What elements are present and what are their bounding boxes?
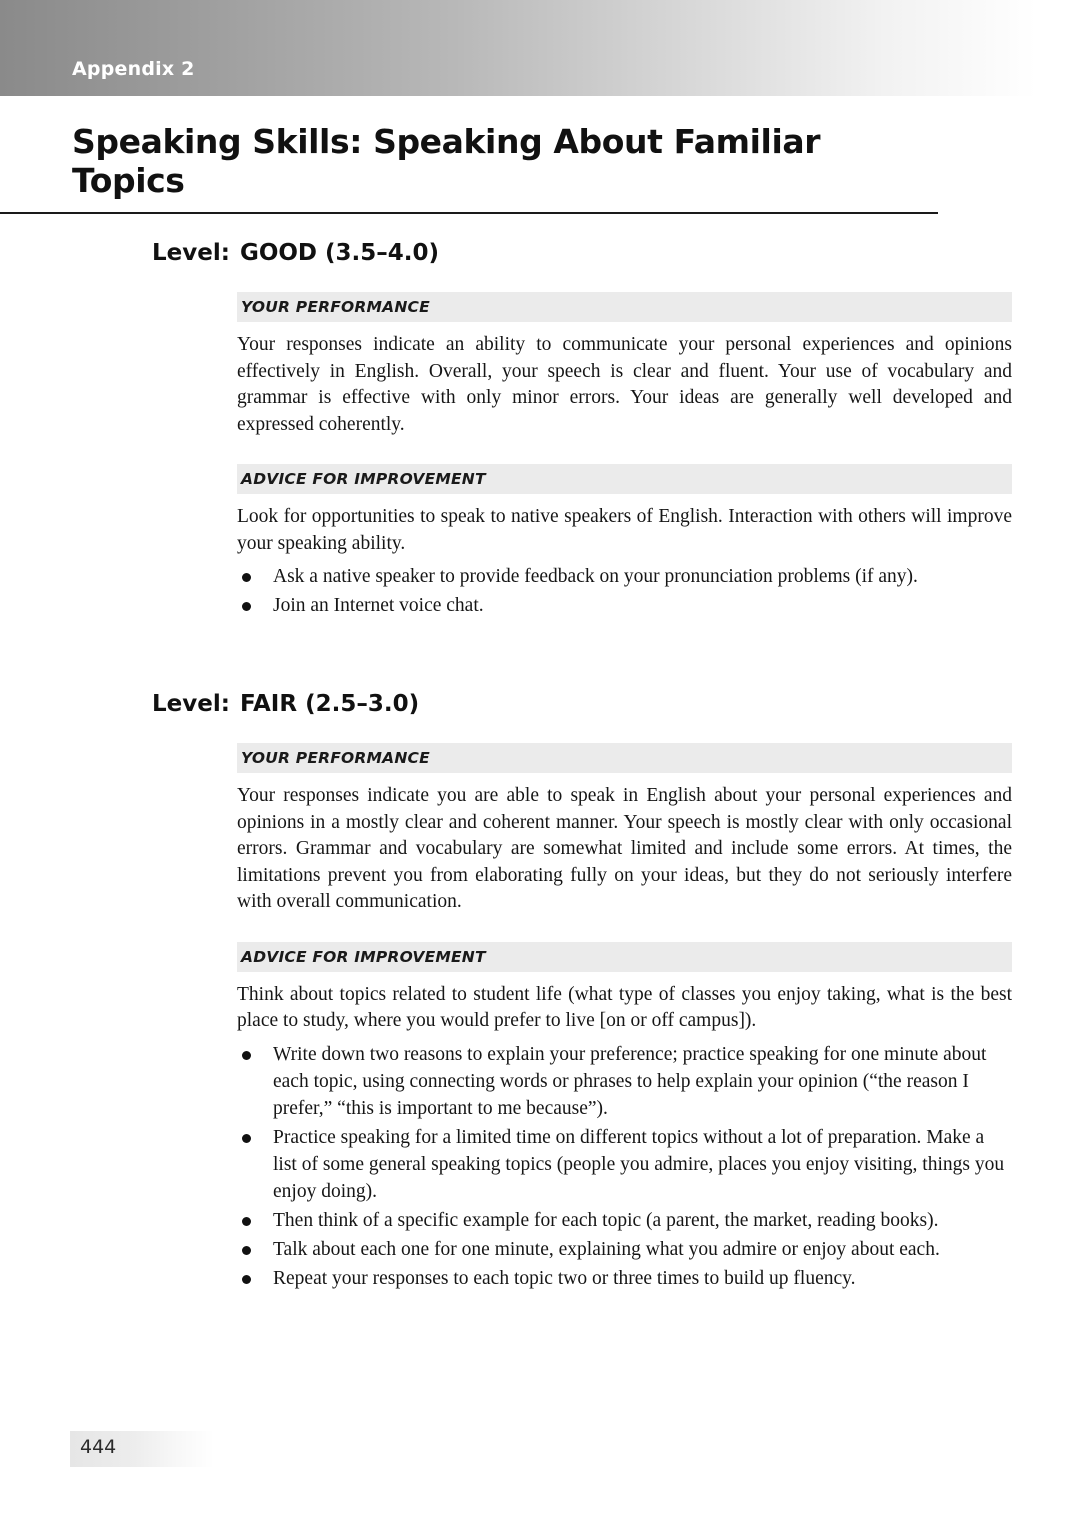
- advice-text-good: Look for opportunities to speak to native speakers of English. Interaction with others will improve your speaking ability.: [237, 506, 1012, 554]
- bullet-icon: [242, 1051, 251, 1060]
- advice-heading-good: ADVICE FOR IMPROVEMENT: [237, 464, 1012, 494]
- advice-text-fair: Think about topics related to student life (what type of classes you enjoy taking, what is the best place to study, where you would prefer to live [on or off campus]).: [237, 983, 1012, 1031]
- performance-heading-fair: YOUR PERFORMANCE: [237, 743, 1012, 773]
- list-item: [237, 1265, 1012, 1292]
- level-value-fair: FAIR (2.5–3.0): [239, 691, 420, 717]
- list-item: [237, 1236, 1012, 1263]
- level-heading-fair: [0, 691, 1080, 717]
- bullet-icon: [242, 573, 251, 582]
- page-content: [0, 96, 1080, 1294]
- level-heading-good: [0, 240, 1080, 266]
- performance-text-good: Your responses indicate an ability to communicate your personal experiences and opinions effectively in English. Overall, your speech is clear and fluent. Your use of vocabulary and grammar is effective with only minor errors. Your ideas are generally well developed and expressed coherently.: [237, 334, 1012, 435]
- level-word-label: Level:: [152, 240, 230, 266]
- level-word-label: Level:: [152, 691, 230, 717]
- advice-bullet-list-fair: [237, 1041, 1012, 1292]
- list-item-text: Repeat your responses to each topic two or three times to build up fluency.: [273, 1267, 856, 1289]
- list-item-text: Write down two reasons to explain your preference; practice speaking for one minute about each topic, using connecting words or phrases to help explain your opinion (“the reason I prefer,” “this is important to me because”).: [273, 1043, 987, 1119]
- advice-heading-fair: ADVICE FOR IMPROVEMENT: [237, 942, 1012, 972]
- list-item: [237, 563, 1012, 590]
- level-value-good: GOOD (3.5–4.0): [239, 240, 440, 266]
- list-item-text: Then think of a specific example for each topic (a parent, the market, reading books).: [273, 1209, 939, 1231]
- bullet-icon: [242, 1275, 251, 1284]
- list-item: [237, 1041, 1012, 1122]
- page-title: Speaking Skills: Speaking About Familiar Topics: [0, 122, 938, 214]
- section-spacer: [0, 621, 1080, 665]
- bullet-icon: [242, 1246, 251, 1255]
- performance-heading-good: YOUR PERFORMANCE: [237, 292, 1012, 322]
- page-header-band: [0, 0, 1080, 96]
- advice-block-good: [0, 464, 1080, 619]
- advice-bullet-list-good: [237, 563, 1012, 619]
- performance-block-fair: [0, 743, 1080, 916]
- performance-block-good: [0, 292, 1080, 438]
- performance-text-fair: Your responses indicate you are able to speak in English about your personal experiences and opinions in a mostly clear and coherent manner. Your speech is mostly clear with only occasional errors. Grammar and vocabulary are somewhat limited and include some errors. At times, the limitations prevent you from elaborating fully on your ideas, but they do not seriously interfere with overall communication.: [237, 785, 1012, 912]
- list-item-text: Ask a native speaker to provide feedback on your pronunciation problems (if any).: [273, 566, 918, 587]
- list-item-text: Practice speaking for a limited time on different topics without a lot of preparation. Make a list of some general speaking topics (people you admire, places you enjoy visiting, things you enjoy doing).: [273, 1126, 1005, 1202]
- list-item: [237, 1207, 1012, 1234]
- bullet-icon: [242, 602, 251, 611]
- list-item-text: Join an Internet voice chat.: [273, 595, 484, 616]
- bullet-icon: [242, 1217, 251, 1226]
- list-item: [237, 1124, 1012, 1205]
- page-number: 444: [80, 1436, 117, 1458]
- list-item: [237, 592, 1012, 619]
- bullet-icon: [242, 1134, 251, 1143]
- appendix-label: Appendix 2: [72, 58, 195, 80]
- advice-block-fair: [0, 942, 1080, 1292]
- list-item-text: Talk about each one for one minute, explaining what you admire or enjoy about each.: [273, 1238, 940, 1260]
